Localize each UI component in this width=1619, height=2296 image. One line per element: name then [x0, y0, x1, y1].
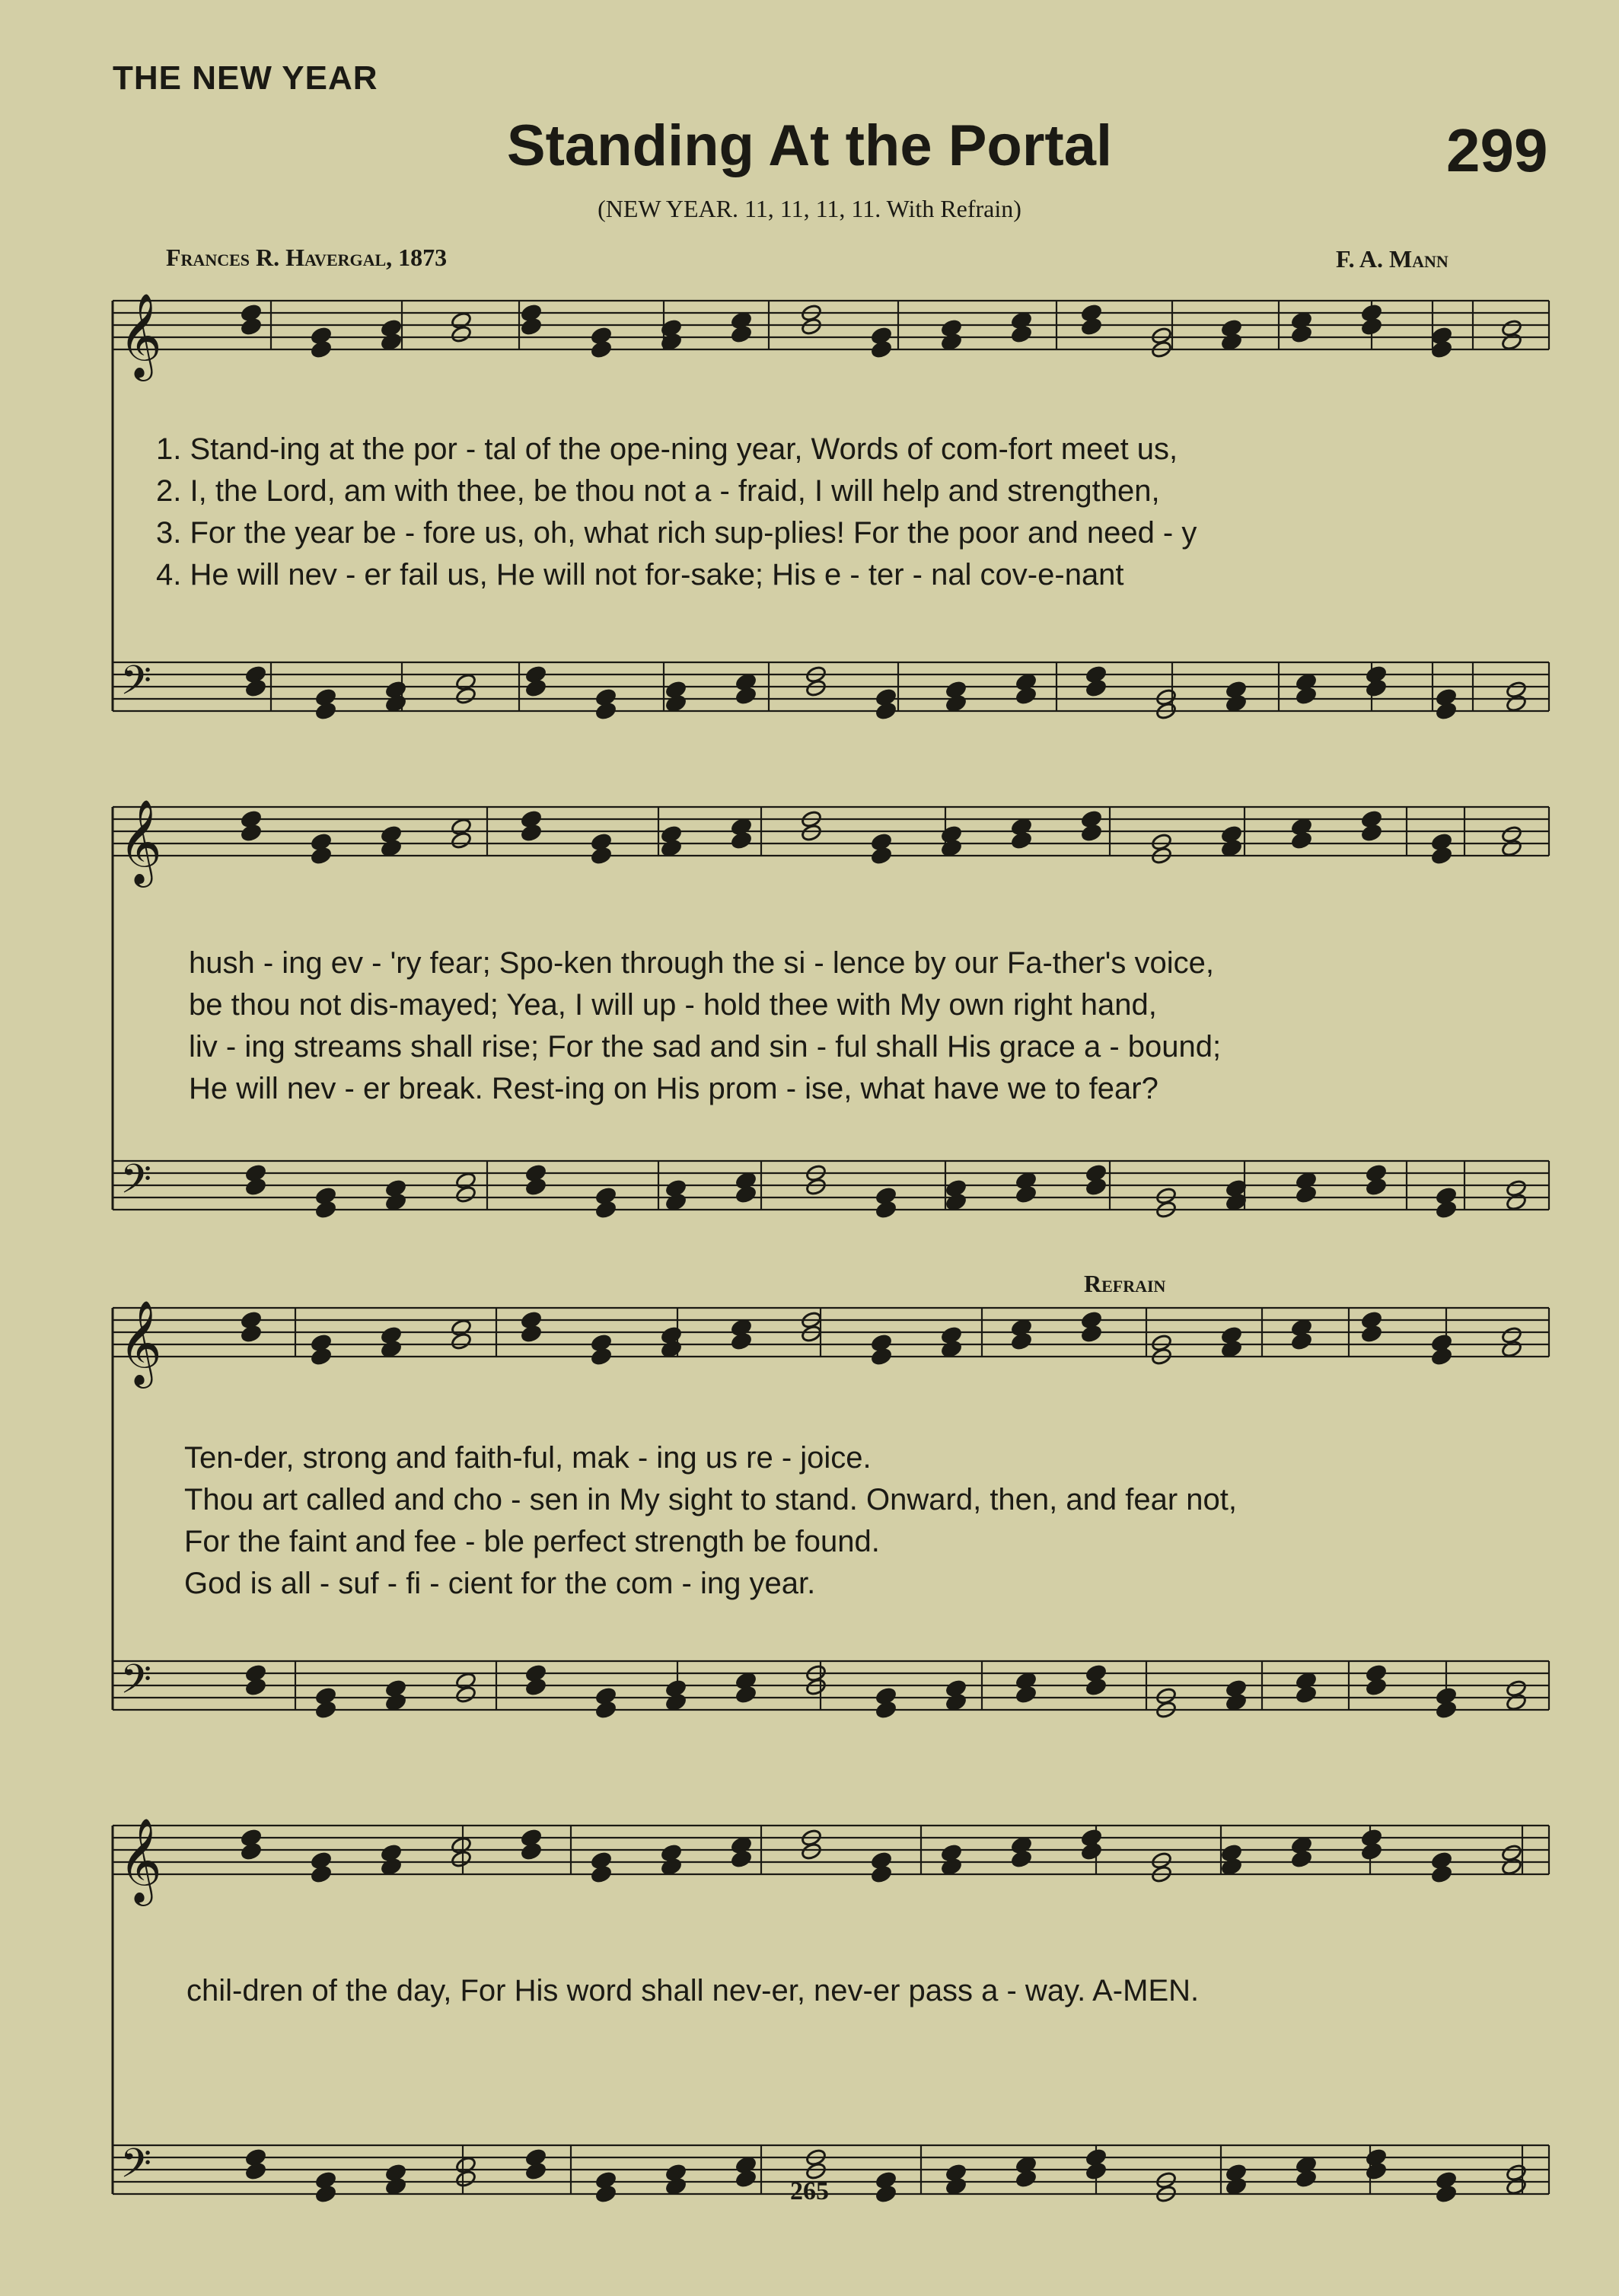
note-head — [665, 1193, 687, 1212]
note-head — [1225, 694, 1248, 713]
note-head — [1436, 702, 1458, 721]
note-head — [801, 1842, 823, 1861]
lyric-line: God is all - suf - fi - cient for the com - ing year. — [184, 1567, 816, 1600]
note-head — [731, 325, 753, 344]
lyric-line: Thou art called and cho - sen in My sight to stand. Onward, then, and fear not, — [184, 1483, 1238, 1516]
composer-credit: F. A. Mann — [1336, 245, 1448, 273]
note-head — [311, 847, 333, 866]
note-head — [1501, 333, 1523, 352]
note-head — [1296, 1685, 1318, 1704]
note-head — [1225, 1693, 1248, 1712]
note-head — [1436, 1201, 1458, 1220]
note-head — [245, 679, 267, 698]
note-head — [1221, 333, 1243, 352]
note-head — [661, 839, 683, 858]
note-head — [451, 1850, 473, 1869]
lyric-line: hush - ing ev - 'ry fear; Spo-ken through the si - lence by our Fa-ther's voice, — [189, 946, 1215, 980]
note-head — [1011, 1332, 1033, 1351]
note-head — [735, 687, 757, 706]
note-head — [1221, 1858, 1243, 1877]
note-head — [731, 1850, 753, 1869]
note-head — [315, 702, 337, 721]
note-head — [455, 687, 477, 706]
note-head — [1085, 1178, 1107, 1197]
note-head — [1296, 687, 1318, 706]
bass-clef-icon: 𝄢 — [120, 1156, 152, 1213]
note-head — [521, 317, 543, 336]
page-number: 265 — [790, 2177, 829, 2205]
note-head — [1221, 1340, 1243, 1359]
note-head — [945, 1193, 967, 1212]
note-head — [1015, 1185, 1037, 1204]
note-head — [871, 340, 893, 359]
note-head — [661, 1858, 683, 1877]
note-head — [1506, 694, 1528, 713]
note-head — [1501, 839, 1523, 858]
note-head — [1291, 325, 1313, 344]
note-head — [875, 1201, 897, 1220]
lyric-line: 2. I, the Lord, am with thee, be thou not a - fraid, I will help and strengthen, — [156, 474, 1160, 508]
note-head — [245, 1178, 267, 1197]
note-head — [1221, 839, 1243, 858]
hymn-title: Standing At the Portal — [506, 113, 1113, 178]
note-head — [1081, 1325, 1103, 1344]
note-head — [1296, 1185, 1318, 1204]
note-head — [241, 1325, 263, 1344]
bass-clef-icon: 𝄢 — [120, 658, 152, 714]
refrain-label: Refrain — [1084, 1270, 1166, 1297]
note-head — [311, 1347, 333, 1366]
note-head — [591, 340, 613, 359]
treble-clef-icon: 𝄞 — [119, 292, 162, 378]
note-head — [1506, 1193, 1528, 1212]
note-head — [871, 1865, 893, 1884]
note-head — [801, 317, 823, 336]
lyricist-credit: Frances R. Havergal, 1873 — [166, 244, 448, 271]
note-head — [591, 1347, 613, 1366]
note-head — [1085, 1678, 1107, 1697]
note-head — [455, 1685, 477, 1704]
note-head — [595, 1201, 617, 1220]
note-head — [241, 824, 263, 843]
note-head — [1011, 1850, 1033, 1869]
lyric-line: chil-dren of the day, For His word shall nev-er, nev-er pass a - way. A-MEN. — [186, 1974, 1200, 2007]
note-head — [451, 325, 473, 344]
note-head — [385, 1193, 407, 1212]
note-head — [941, 1340, 963, 1359]
note-head — [1506, 1693, 1528, 1712]
note-head — [805, 1178, 827, 1197]
note-head — [941, 1858, 963, 1877]
note-head — [1366, 1678, 1388, 1697]
note-head — [1436, 1701, 1458, 1720]
note-head — [1011, 325, 1033, 344]
note-head — [1501, 1858, 1523, 1877]
note-head — [311, 340, 333, 359]
note-head — [595, 1701, 617, 1720]
note-head — [241, 1842, 263, 1861]
note-head — [385, 1693, 407, 1712]
note-head — [1501, 1340, 1523, 1359]
note-head — [315, 1701, 337, 1720]
note-head — [661, 1340, 683, 1359]
note-head — [805, 679, 827, 698]
note-head — [875, 1701, 897, 1720]
note-head — [801, 824, 823, 843]
note-head — [525, 679, 547, 698]
lyric-line: 3. For the year be - fore us, oh, what rich sup-plies! For the poor and need - y — [156, 516, 1197, 550]
note-head — [525, 1178, 547, 1197]
note-head — [941, 333, 963, 352]
section-heading: THE NEW YEAR — [113, 59, 378, 97]
note-head — [1011, 831, 1033, 850]
note-head — [1015, 687, 1037, 706]
lyric-line: be thou not dis-mayed; Yea, I will up - hold thee with My own right hand, — [189, 988, 1157, 1022]
note-head — [945, 1693, 967, 1712]
note-head — [591, 847, 613, 866]
lyric-line: 4. He will nev - er fail us, He will not for-sake; His e - ter - nal cov-e-nant — [156, 558, 1124, 592]
lyric-line: For the faint and fee - ble perfect strength be found. — [184, 1525, 880, 1558]
note-head — [875, 702, 897, 721]
note-head — [731, 1332, 753, 1351]
note-head — [381, 1340, 403, 1359]
note-head — [805, 1678, 827, 1697]
note-head — [1081, 824, 1103, 843]
note-head — [1431, 1865, 1453, 1884]
note-head — [941, 839, 963, 858]
lyric-line: He will nev - er break. Rest-ing on His prom - ise, what have we to fear? — [189, 1072, 1158, 1105]
lyric-line: liv - ing streams shall rise; For the sad and sin - ful shall His grace a - bound; — [189, 1030, 1222, 1063]
note-head — [1015, 1685, 1037, 1704]
note-head — [665, 1693, 687, 1712]
note-head — [451, 831, 473, 850]
note-head — [385, 694, 407, 713]
note-head — [1361, 1325, 1383, 1344]
note-head — [1085, 679, 1107, 698]
note-head — [1361, 317, 1383, 336]
note-head — [1431, 847, 1453, 866]
note-head — [801, 1325, 823, 1344]
note-head — [871, 847, 893, 866]
note-head — [665, 694, 687, 713]
note-head — [735, 1685, 757, 1704]
lyric-line: 1. Stand-ing at the por - tal of the ope-ning year, Words of com-fort meet us, — [156, 432, 1178, 466]
note-head — [315, 1201, 337, 1220]
note-head — [731, 831, 753, 850]
note-head — [735, 1185, 757, 1204]
note-head — [1081, 317, 1103, 336]
note-head — [591, 1865, 613, 1884]
treble-clef-icon: 𝄞 — [119, 1817, 162, 1902]
note-head — [455, 1185, 477, 1204]
note-head — [245, 1678, 267, 1697]
note-head — [1291, 1850, 1313, 1869]
bass-clef-icon: 𝄢 — [120, 1657, 152, 1713]
note-head — [521, 1325, 543, 1344]
note-head — [525, 1678, 547, 1697]
note-head — [381, 333, 403, 352]
note-head — [381, 1858, 403, 1877]
note-head — [1431, 1347, 1453, 1366]
note-head — [1291, 831, 1313, 850]
note-head — [1366, 679, 1388, 698]
note-head — [1361, 1842, 1383, 1861]
note-head — [1431, 340, 1453, 359]
treble-clef-icon: 𝄞 — [119, 1299, 162, 1385]
note-head — [311, 1865, 333, 1884]
note-head — [521, 824, 543, 843]
note-head — [1081, 1842, 1103, 1861]
note-head — [1291, 1332, 1313, 1351]
treble-clef-icon: 𝄞 — [119, 799, 162, 884]
hymn-number: 299 — [1446, 116, 1548, 184]
note-head — [945, 694, 967, 713]
note-head — [1366, 1178, 1388, 1197]
note-head — [1361, 824, 1383, 843]
bass-clef-icon: 𝄢 — [120, 2141, 152, 2197]
note-head — [451, 1332, 473, 1351]
note-head — [595, 702, 617, 721]
lyric-line: Ten-der, strong and faith-ful, mak - ing us re - joice. — [184, 1441, 872, 1475]
note-head — [241, 317, 263, 336]
note-head — [521, 1842, 543, 1861]
note-head — [871, 1347, 893, 1366]
tune-meter-line: (NEW YEAR. 11, 11, 11, 11. With Refrain) — [598, 195, 1021, 222]
note-head — [381, 839, 403, 858]
